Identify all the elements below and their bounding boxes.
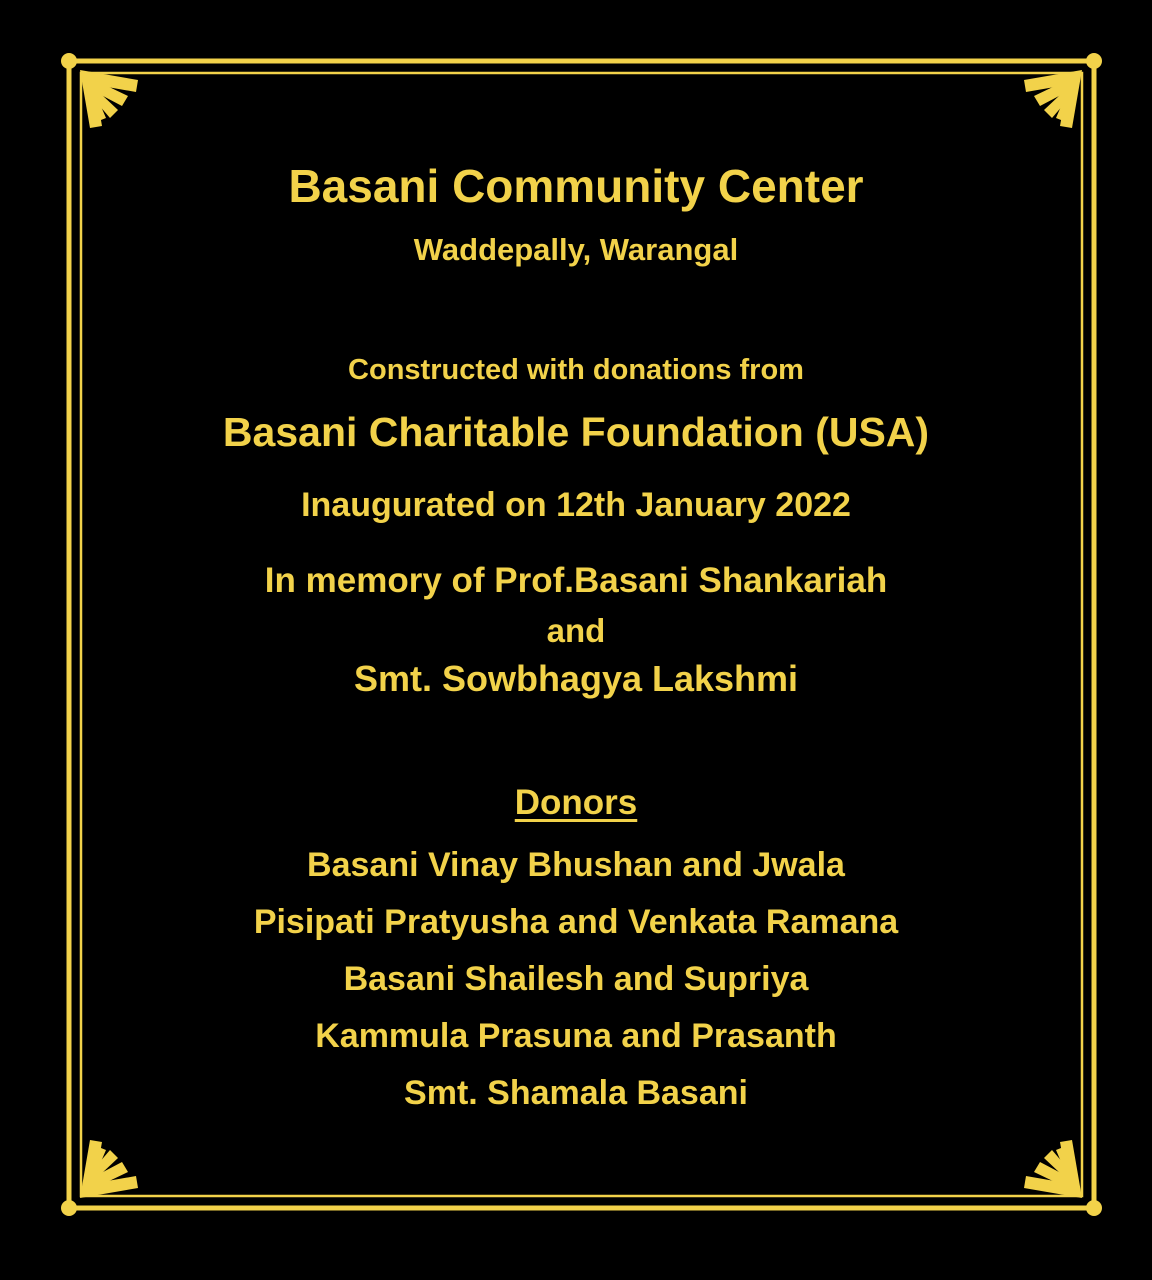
- corner-ornament-bottom-left: [80, 1140, 138, 1198]
- corner-ornament-bottom-right: [1024, 1140, 1082, 1198]
- memorial-connector: and: [546, 612, 606, 649]
- donor-item: Smt. Shamala Basani: [404, 1074, 748, 1112]
- donor-item: Kammula Prasuna and Prasanth: [315, 1017, 837, 1055]
- corner-dot-top-right: [1086, 53, 1102, 69]
- inauguration-date: Inaugurated on 12th January 2022: [301, 486, 851, 524]
- corner-dot-top-left: [61, 53, 77, 69]
- donor-list: [0, 846, 1152, 1131]
- corner-ornament-top-left: [80, 70, 138, 128]
- corner-dot-bottom-right: [1086, 1200, 1102, 1216]
- donor-item: Basani Vinay Bhushan and Jwala: [307, 846, 845, 884]
- foundation-name: Basani Charitable Foundation (USA): [222, 409, 930, 455]
- plaque-title: Basani Community Center: [288, 160, 864, 212]
- donors-heading: [0, 785, 1152, 820]
- corner-dot-bottom-left: [61, 1200, 77, 1216]
- donor-item: Basani Shailesh and Supriya: [343, 960, 809, 998]
- corner-ornament-top-right: [1024, 70, 1082, 128]
- plaque-location: Waddepally, Warangal: [413, 232, 739, 267]
- construction-note: Constructed with donations from: [348, 354, 804, 386]
- donors-heading-text: Donors: [514, 783, 638, 822]
- memorial-line-1: In memory of Prof.Basani Shankariah: [264, 561, 888, 600]
- donor-item: Pisipati Pratyusha and Venkata Ramana: [253, 903, 899, 941]
- memorial-line-2: Smt. Sowbhagya Lakshmi: [353, 658, 799, 699]
